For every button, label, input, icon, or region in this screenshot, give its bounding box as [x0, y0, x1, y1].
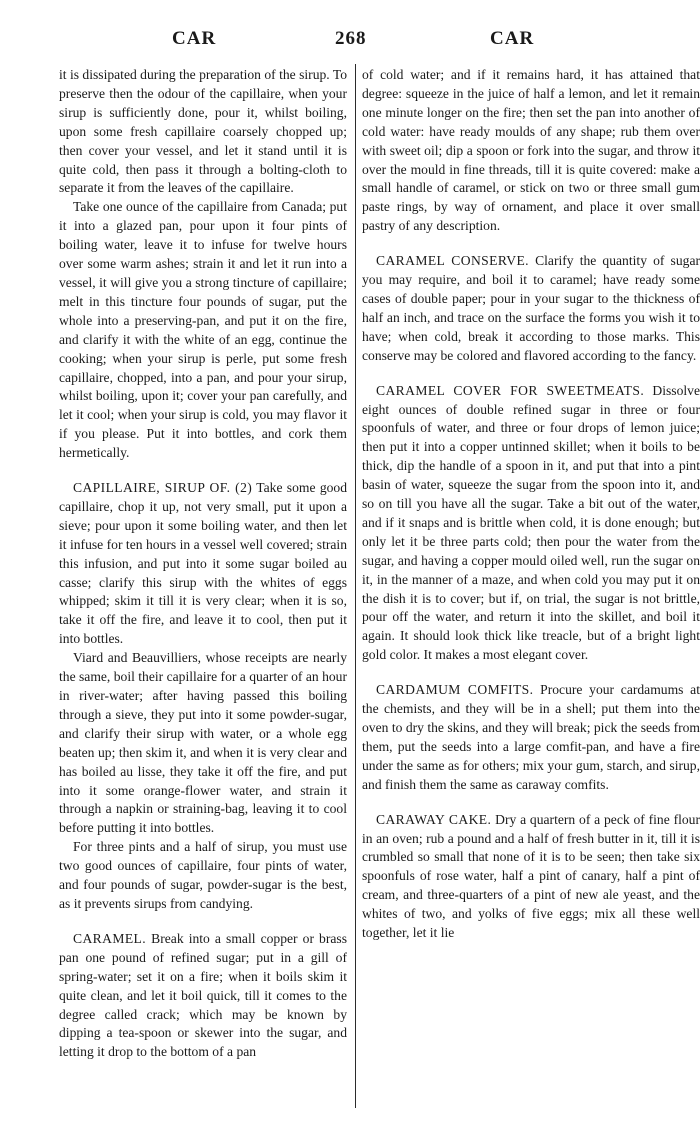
entry-heading: CARAMEL COVER FOR SWEETMEATS. — [376, 382, 645, 398]
entry — [362, 252, 700, 365]
header-right-word: CAR — [490, 28, 535, 49]
paragraph: it is dissipated during the preparation of the sirup. To preserve then the odour of the capillaire, when your sirup is sufficiently done, pour it, whilst boiling, upon some fresh capillaire coarsely chopped up; then cover your vessel, and let it stand until it is quite cold, then pass it through a bolting-cloth to separate it from the leaves of the capillaire. — [59, 67, 347, 196]
entry-text: Dissolve eight ounces of double refined sugar in three or four spoonfuls of water, and three or four drops of lemon juice; then put it into a copper untinned skillet; when it boils to be thick, dip the handle of a spoon in it, and put that into a pint basin of water, squeeze the sugar from the spoon into it, and so on till you have all the sugar. Take a bit out of the water, and if it snaps and is brittle when cold, it is done enough; but only let it be three parts cold; then pour the water from the sugar, and having a copper mould oiled well, run the sugar on it, in the manner of a maze, and when cold you may put it on the dish it is to cover; but if, on trial, the sugar is not brittle, pour off the water, and return it into the skillet, and boil it again. It should look thick like treacle, but of a bright light gold color. It makes a most elegant cover. — [362, 382, 700, 663]
entry-heading: CARAMEL. — [73, 930, 147, 946]
right-column — [362, 66, 700, 1106]
entry — [362, 382, 700, 666]
entry-heading: CARAMEL CONSERVE. — [376, 253, 529, 269]
entry — [59, 930, 347, 1062]
entry-heading: CAPILLAIRE, SIRUP OF. (2) — [73, 480, 253, 496]
entry-heading: CARAWAY CAKE. — [376, 811, 492, 827]
entry-text: Break into a small copper or brass pan one pound of refined sugar; put in a gill of spring-water; set it on a fire; when it boils skim it quite clean, and let it boil quick, till it comes to the degree called crack; which may be known by dipping a tea-spoon or skewer into the sugar, and letting it drop to the bottom of a pan — [59, 930, 347, 1060]
left-column — [59, 66, 347, 1106]
paragraph: of cold water; and if it remains hard, it has attained that degree: squeeze in the juice of half a lemon, and let it remain one minute longer on the fire; then set the pan into another of cold water: have ready moulds of any shape; rub them over with sweet oil; dip a spoon or fork into the sugar, and throw it over the mould in fine threads, till it is quite covered: make a small handle of caramel, or stick on two or three small gum paste rings, by way of ornament, and place it over small pastry of any description. — [362, 67, 700, 234]
entry-text: Clarify the quantity of sugar you may require, and boil it to caramel; have ready some cases of double paper; pour in your sugar to the thickness of half an inch, and trace on the surface the forms you wish it to have; when cold, break it according to those marks. This conserve may be colored and flavored according to the fancy. — [362, 253, 700, 363]
column-divider — [355, 64, 356, 1108]
entry — [362, 811, 700, 943]
paragraph: Viard and Beauvilliers, whose receipts are nearly the same, boil their capillaire for a quarter of an hour in river-water; after having passed this boiling through a sieve, they put into it some powder-sugar, and clarify their sirup with water, or a whole egg beaten up; then skim it, and when it is very clear and has boiled au lisse, they take it off the fire, and put into it some orange-flower water, and strain it through a napkin or straining-bag, leaving it to cool before putting it into bottles. — [59, 650, 347, 836]
entry — [362, 681, 700, 794]
entry-text: Take some good capillaire, chop it up, not very small, put it upon a sieve; pour upon it some boiling water, and then let it infuse for ten hours in a vessel well covered; strain this infusion, and put into it some sugar boiled au casse; clarify this sirup with the whites of eggs whipped; skim it till it is very clear; when it is so, take it off the fire, and leave it to cool, then put it into bottles. — [59, 480, 347, 647]
paragraph: Take one ounce of the capillaire from Canada; put it into a glazed pan, pour upon it four pints of boiling water, leave it to infuse for twelve hours over some warm ashes; strain it and let it run into a vessel, it will give you a strong tincture of capillaire; melt in this tincture four pounds of sugar, put the whole into a preserving-pan, and put it on the fire, and clarify it with the white of an egg, continue the cooking; when your sirup is perle, put some fresh capillaire, chopped, into a pan, and pour your sirup, whilst boiling, upon it; cover your pan carefully, and let it cool; when your sirup is cold, you may flavor it if you please. Put it into bottles, and cork them hermetically. — [59, 199, 347, 461]
page-number: 268 — [335, 28, 367, 49]
entry-text: Dry a quartern of a peck of fine flour in an oven; rub a pound and a half of fresh butter in it, till it is crumbled so small that none of it is to be seen; then take six spoonfuls of rose water, half a pint of canary, half a pint of cream, and three-quarters of a pint of new ale yeast, and the whites of two, and yolks of five eggs; mix all these well together, let it lie — [362, 811, 700, 941]
running-header — [0, 28, 700, 58]
paragraph: For three pints and a half of sirup, you must use two good ounces of capillaire, four pints of water, and four pounds of sugar, powder-sugar is the best, as it prevents sirups from candying. — [59, 839, 347, 911]
entry-text: Procure your cardamums at the chemists, and they will be in a shell; put them into the oven to dry the skins, and they will break; pick the seeds from them, put the seeds into a large comfit-pan, and have a fire under the same as for others; mix your gum, starch, and sirup, and finish them the same as caraway comfits. — [362, 682, 700, 792]
entry-heading: CARDAMUM COMFITS. — [376, 682, 534, 698]
header-left-word: CAR — [172, 28, 217, 49]
entry — [59, 479, 347, 649]
